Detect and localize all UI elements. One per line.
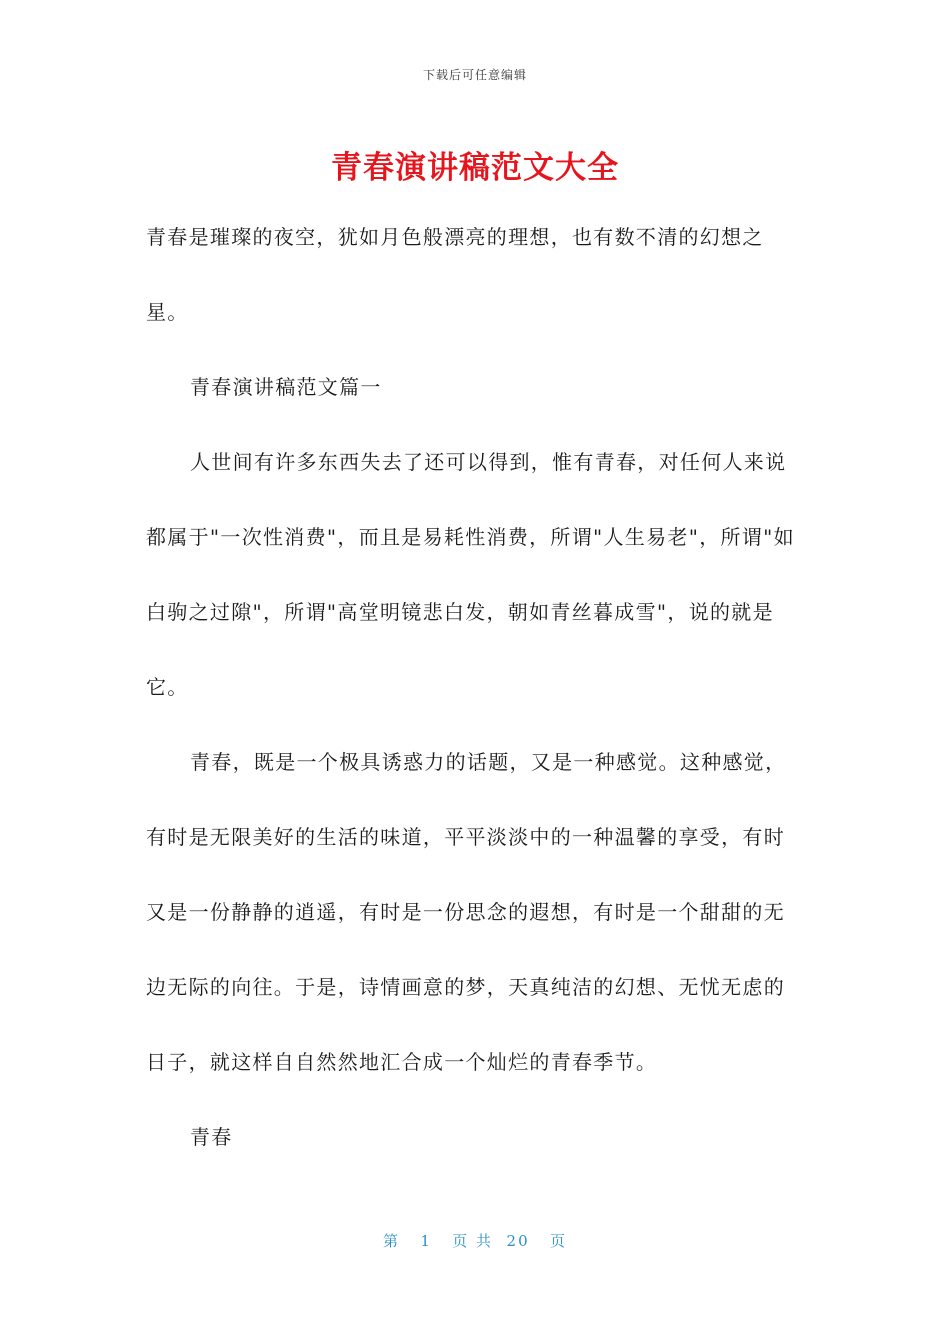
document-title: 青春演讲稿范文大全 [331,150,619,186]
footer-current-page: 1 [420,1232,432,1250]
footer-middle: 页 共 [452,1232,493,1250]
paragraph-body-1: 人世间有许多东西失去了还可以得到，惟有青春，对任何人来说都属于"一次性消费"，而且是易耗性消费，所谓"人生易老"，所谓"如白驹之过隙"，所谓"高堂明镜悲白发，朝如青丝暮成雪"，说的就是它。 [146,450,795,699]
paragraph-intro: 青春是璀璨的夜空，犹如月色般漂亮的理想，也有数不清的幻想之星。 [146,225,764,324]
paragraph-body-3: 青春 [190,1125,233,1149]
page-footer [0,1230,950,1251]
paragraph-body-2: 青春，既是一个极具诱惑力的话题，又是一种感觉。这种感觉，有时是无限美好的生活的味道，平平淡淡中的一种温馨的享受，有时又是一份静静的逍遥，有时是一份思念的遐想，有时是一个甜甜的无边无际的向往。于是，诗情画意的梦，天真纯洁的幻想、无忧无虑的日子，就这样自自然然地汇合成一个灿烂的青春季节。 [146,750,787,1074]
header-note: 下载后可任意编辑 [422,68,527,82]
footer-prefix: 第 [383,1232,401,1250]
footer-total-pages: 20 [506,1232,530,1250]
footer-suffix: 页 [549,1232,567,1250]
document-body [146,200,806,1175]
paragraph-section-heading: 青春演讲稿范文篇一 [190,375,382,399]
